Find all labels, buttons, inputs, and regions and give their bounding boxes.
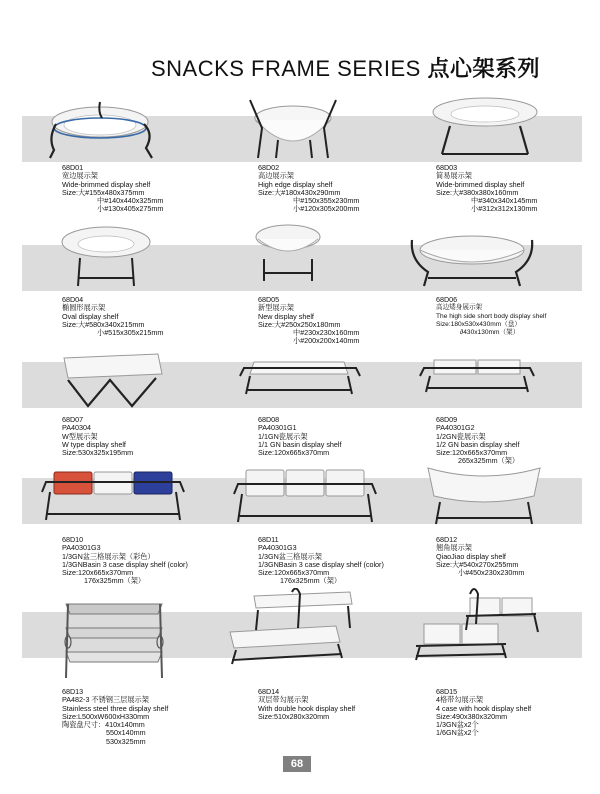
product-68d09-info [436,416,520,466]
product-code: 68D15 [436,687,458,696]
gn-1-2-shelf-picture [416,352,586,422]
product-line: High edge display shelf [258,179,333,189]
product-size-line: 530x325mm [106,736,146,746]
product-code: 68D04 [62,295,84,304]
product-line: PA40301G3 [258,543,297,553]
product-line: 1/6GN盆x2个 [436,728,479,738]
product-size-line: 中#230x230x160mm [293,328,360,338]
product-line: 1/3GNBasin 3 case display shelf (color) [62,559,188,569]
four-case-hook-shelf-picture [410,584,580,680]
product-line: 1/3GN盆三格展示架（彩色） [62,551,155,561]
product-line: Size:490x380x320mm [436,711,508,721]
product-size-line: 小#200x200x140mm [293,336,360,346]
product-68d14-info [258,688,355,721]
product-line: Stainless steel three display shelf [62,703,169,713]
product-line: 高边矮身展示架 [436,304,483,312]
product-line: Size:530x325x195mm [62,448,134,458]
product-code: 68D02 [258,163,280,172]
product-68d07-info [62,416,133,457]
product-line: Size:大#180x430x290mm [258,187,341,197]
w-type-shelf-picture [58,344,228,414]
product-line: 宽边展示架 [62,171,98,181]
gn-1-3-shelf-picture [232,462,402,532]
product-line: The high side short body display shelf [436,312,547,320]
qiaojiao-shelf-picture [424,462,594,532]
product-68d08-info [258,416,342,457]
product-size-line: 550x140mm [106,728,146,738]
product-size-line: 小#450x230x230mm [458,568,525,578]
product-line: 4 case with hook display shelf [436,703,532,713]
product-line: 1/1GN瓷展示架 [258,431,308,441]
gn-1-1-shelf-picture [236,350,406,420]
product-line: 简易展示架 [436,171,472,181]
product-line: 1/2 GN basin display shelf [436,439,520,449]
product-size-line: 小#312x312x130mm [471,204,538,214]
product-line: 新型展示架 [258,303,294,313]
product-line: 1/3GNBasin 3 case display shelf (color) [258,559,384,569]
product-68d11-info [258,536,384,586]
oval-shelf-picture [58,220,228,290]
product-line: W type display shelf [62,439,126,449]
high-edge-shelf-picture [238,92,408,162]
product-line: New display shelf [258,311,314,321]
product-code: 68D10 [62,535,84,544]
product-68d12-info [436,536,524,577]
high-side-short-shelf-picture [406,220,576,290]
product-68d05-info [258,296,359,346]
new-shelf-picture [246,215,416,285]
product-line: Size:120x665x370mm [258,448,330,458]
product-code: 68D03 [436,163,458,172]
product-line: Size:120x665x370mm [258,568,330,578]
product-line: Size:L500xW600xH330mm [62,711,150,721]
product-68d02-info [258,164,359,214]
product-code: 68D06 [436,295,458,304]
product-line: ∂430x130mm（架） [460,329,520,337]
wide-brimmed-shelf-picture [42,92,212,162]
product-line: Size:大#540x270x255mm [436,559,519,569]
product-line: Size:大#155x480x375mm [62,187,145,197]
product-code: 68D05 [258,295,280,304]
product-size-line: 小#515x305x215mm [97,328,164,338]
product-size-line: 小#130x405x275mm [97,204,164,214]
product-line: Size:大#580x340x215mm [62,319,145,329]
product-code: 68D09 [436,415,458,424]
product-size-line: 中#150x355x230mm [293,196,360,206]
product-line: Size:510x280x320mm [258,711,330,721]
product-code: 68D13 [62,687,84,696]
simple-shelf-picture [420,92,590,162]
product-line: QiaoJiao display shelf [436,551,506,561]
page-title [151,52,540,83]
product-size-line: 中#340x340x145mm [471,196,538,206]
product-68d01-info [62,164,163,214]
product-line: Size:120x665x370mm [436,448,508,458]
product-line: 4格带勾展示架 [436,695,484,705]
product-line: 1/2GN瓷展示架 [436,431,486,441]
product-68d15-info [436,688,531,738]
product-code: 68D14 [258,687,280,696]
product-line: PA40301G1 [258,423,297,433]
product-line: Size:大#380x380x160mm [436,187,519,197]
product-68d06-info [436,296,546,337]
product-line: Oval display shelf [62,311,119,321]
product-line: PA40301G2 [436,423,475,433]
product-line: Size:大#250x250x180mm [258,319,341,329]
product-line: PA40304 [62,423,92,433]
product-line: Size:180x530x430mm（盘） [436,320,522,328]
product-line: 椭圆形展示架 [62,303,106,313]
product-68d03-info [436,164,537,214]
product-line: 1/3GN盆x2个 [436,720,479,730]
product-size-line: 265x325mm（架） [458,456,520,466]
product-line: 高边展示架 [258,171,294,181]
product-68d10-info [62,536,188,586]
product-line: PA482-3 不锈钢三层展示架 [62,695,149,705]
product-line: With double hook display shelf [258,703,356,713]
double-hook-shelf-picture [222,588,392,684]
product-line: 陶瓷盘尺寸：410x140mm [62,720,145,730]
product-line: 双层带勾展示架 [258,695,309,705]
product-code: 68D12 [436,535,458,544]
product-line: 1/1 GN basin display shelf [258,439,342,449]
product-size-line: 176x325mm（架） [84,576,146,586]
product-68d13-info [62,688,168,746]
product-code: 68D07 [62,415,84,424]
gn-1-3-color-shelf-picture [40,462,210,532]
product-size-line: 176x325mm（架） [280,576,342,586]
product-line: Size:120x665x370mm [62,568,134,578]
title-english: SNACKS FRAME SERIES [150,56,421,81]
title-chinese: 点心架系列 [427,56,540,81]
product-code: 68D01 [62,163,84,172]
product-line: Wide-brimmed display shelf [62,179,151,189]
product-line: 1/3GN盆三格展示架 [258,551,322,561]
product-line: 翘角展示架 [436,543,472,553]
product-line: PA40301G3 [62,543,101,553]
page-number: 68 [283,756,311,772]
product-line: Wide-brimmed display shelf [436,179,525,189]
product-code: 68D11 [258,535,279,544]
product-line: W型展示架 [62,431,98,441]
product-size-line: 中#140x440x325mm [97,196,164,206]
product-68d04-info [62,296,163,337]
product-code: 68D08 [258,415,280,424]
page-header [0,50,600,82]
three-tier-shelf-picture [58,594,228,686]
product-size-line: 小#120x305x200mm [293,204,360,214]
